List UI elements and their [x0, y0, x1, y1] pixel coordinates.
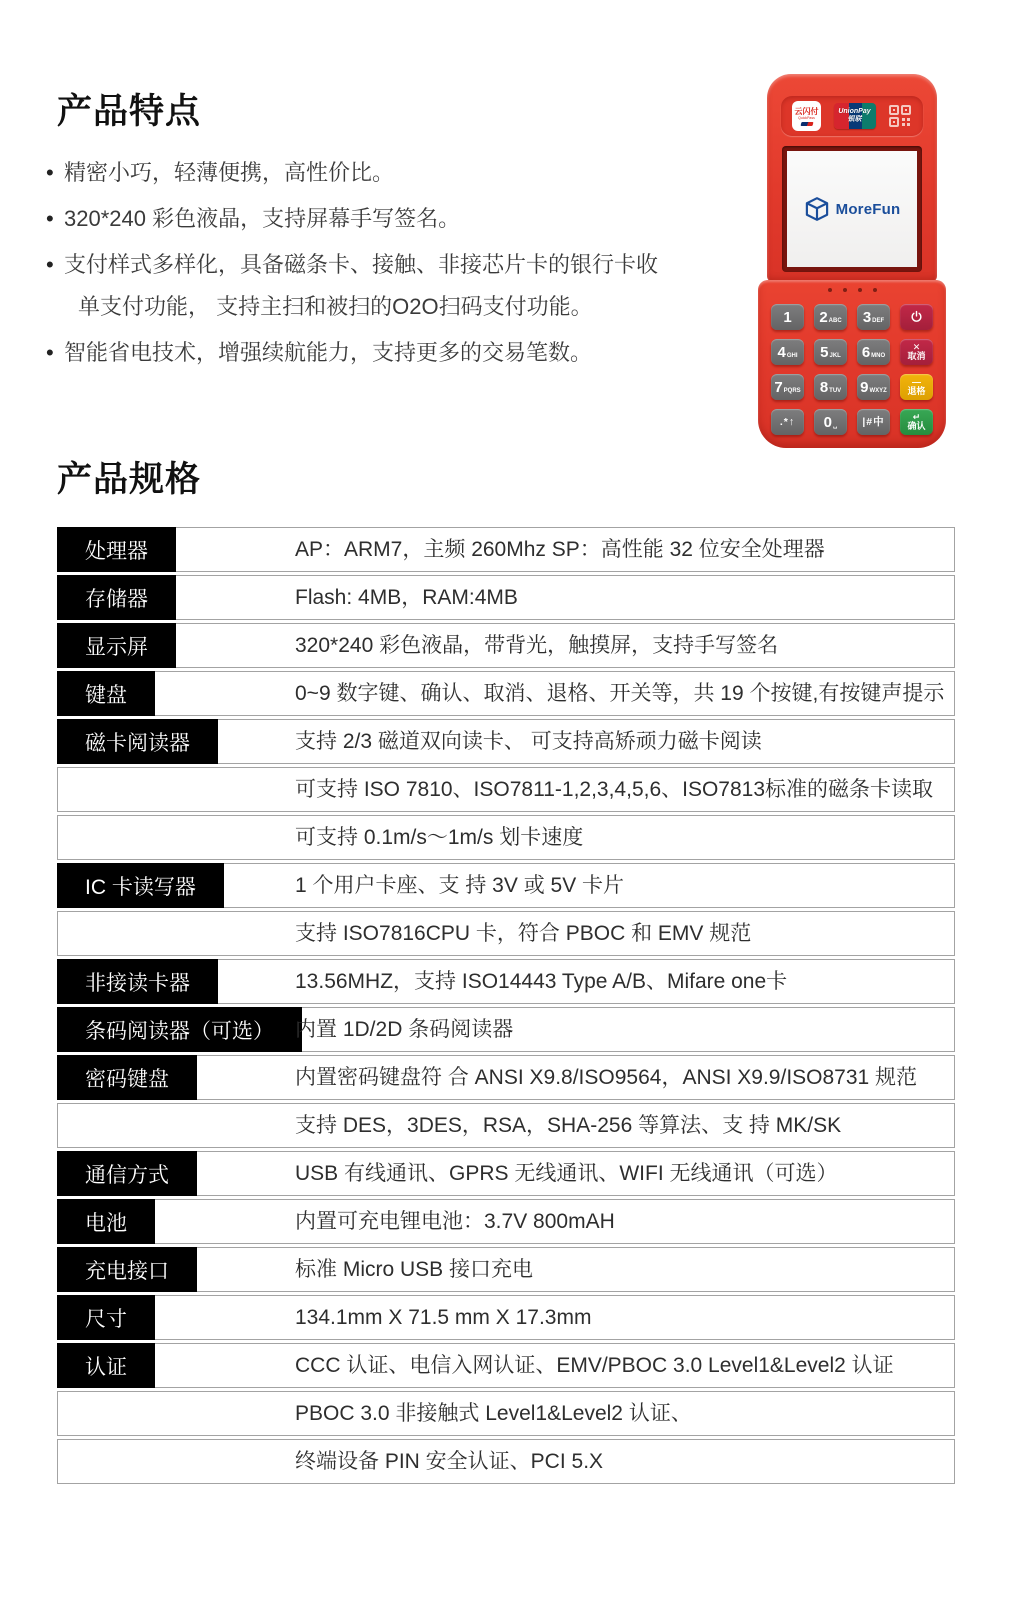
spec-label: 充电接口	[57, 1247, 197, 1292]
backspace-key	[900, 374, 933, 400]
spec-row	[57, 1103, 955, 1148]
spec-label: 电池	[57, 1199, 155, 1244]
spec-value: 内置 1D/2D 条码阅读器	[295, 1018, 514, 1041]
quickpass-logo	[792, 101, 821, 131]
spec-label: IC 卡读写器	[57, 863, 224, 908]
spec-row	[57, 719, 955, 764]
spec-row	[57, 911, 955, 956]
key-sub-label: PQRS	[783, 388, 801, 394]
spec-row	[57, 1199, 955, 1244]
feature-text: 智能省电技术，增强续航能力，支持更多的交易笔数。	[64, 340, 593, 365]
key-main-label: 1	[783, 308, 792, 326]
feature-bullet-list	[46, 158, 726, 384]
key-main-label: 4	[777, 343, 786, 361]
bullet-dot: •	[46, 206, 54, 231]
feature-text: 支付样式多样化，具备磁条卡、接触、非接芯片卡的银行卡收	[64, 252, 659, 277]
key-sub-label: GHI	[786, 353, 798, 359]
key-0	[814, 409, 847, 435]
key-main-label: 6	[861, 343, 871, 361]
key-main-label: |#中	[862, 415, 885, 428]
confirm-icon: ↵	[912, 412, 921, 422]
spec-label: 磁卡阅读器	[57, 719, 218, 764]
key-sub-label: ABC	[828, 318, 842, 324]
spec-label: 尺寸	[57, 1295, 155, 1340]
key-main-label: 2	[819, 308, 828, 326]
key-8	[814, 374, 847, 400]
spec-value: 13.56MHZ，支持 ISO14443 Type A/B、Mifare one卡	[295, 970, 788, 993]
spec-value: 1 个用户卡座、支 持 3V 或 5V 卡片	[295, 874, 625, 897]
key-sub-label: JKL	[829, 353, 841, 359]
spec-row	[57, 527, 955, 572]
spec-value: 可支持 ISO 7810、ISO7811-1,2,3,4,5,6、ISO7813标准的磁条卡读取	[295, 778, 934, 801]
spec-value: AP：ARM7，主频 260Mhz SP：高性能 32 位安全处理器	[295, 538, 825, 561]
spec-value: 0~9 数字键、确认、取消、退格、开关等，共 19 个按键,有按键声提示	[295, 682, 945, 705]
morefun-cube-icon	[804, 196, 830, 222]
morefun-brand-text: MoreFun	[835, 200, 901, 218]
terminal-keypad	[771, 304, 933, 435]
key-3	[857, 304, 890, 330]
spec-value: 内置密码键盘符 合 ANSI X9.8/ISO9564，ANSI X9.9/ISO8731 规范	[295, 1066, 918, 1089]
key-main-label: .*↑	[779, 415, 796, 428]
key-2	[814, 304, 847, 330]
key-9	[857, 374, 890, 400]
terminal-screen	[787, 151, 917, 267]
bullet-dot: •	[46, 252, 54, 277]
key-main-label: 3	[862, 308, 872, 326]
terminal-keypad-section	[758, 280, 946, 448]
spec-value: 支持 DES，3DES，RSA，SHA-256 等算法、支 持 MK/SK	[295, 1114, 842, 1137]
quickpass-logo-text: 云闪付	[794, 106, 819, 116]
spec-label: 处理器	[57, 527, 176, 572]
feature-item	[46, 250, 726, 322]
spec-label: 密码键盘	[57, 1055, 197, 1100]
key-sub-label: WXYZ	[869, 388, 887, 394]
feature-line	[46, 250, 726, 280]
quickpass-logo-subtext: QuickPass	[798, 115, 815, 120]
spec-value: 320*240 彩色液晶，带背光，触摸屏，支持手写签名	[295, 634, 779, 657]
qr-code-icon	[888, 104, 912, 128]
payment-logo-strip	[781, 96, 923, 136]
key-5	[814, 339, 847, 365]
spec-row	[57, 1247, 955, 1292]
spec-value: Flash: 4MB，RAM:4MB	[295, 586, 518, 609]
key-label: 确认	[907, 421, 926, 431]
spec-row	[57, 1295, 955, 1340]
spec-row	[57, 815, 955, 860]
spec-label: 条码阅读器（可选）	[57, 1007, 302, 1052]
unionpay-latin-text: UnionPay	[838, 108, 871, 115]
power-icon	[910, 310, 923, 324]
pos-terminal-image	[758, 74, 946, 448]
key-1	[771, 304, 804, 330]
unionpay-logo-text	[834, 103, 876, 129]
feature-line	[46, 158, 726, 188]
spec-value: 支持 2/3 磁道双向读卡、 可支持高矫顽力磁卡阅读	[295, 730, 762, 753]
specs-section-title: 产品规格	[57, 460, 202, 499]
spec-label: 键盘	[57, 671, 155, 716]
key-sub-label: DEF	[872, 318, 885, 324]
feature-item	[46, 204, 726, 234]
key-main-label: 9	[860, 378, 869, 396]
spec-row	[57, 1439, 955, 1484]
speaker-dots	[758, 288, 946, 292]
spec-row	[57, 1055, 955, 1100]
spec-label: 通信方式	[57, 1151, 197, 1196]
key-sub-label: TUV	[829, 388, 842, 394]
spec-row	[57, 1343, 955, 1388]
key-label: 退格	[907, 386, 926, 396]
unionpay-logo	[834, 103, 876, 129]
cancel-key	[900, 339, 933, 365]
key-main-label: 7	[774, 378, 783, 396]
spec-row	[57, 1151, 955, 1196]
key-|#中	[857, 409, 890, 435]
spec-row	[57, 863, 955, 908]
key-label: 取消	[907, 351, 926, 361]
spec-value: CCC 认证、电信入网认证、EMV/PBOC 3.0 Level1&Level2 认证	[295, 1354, 894, 1377]
backspace-icon: —	[912, 377, 921, 387]
key-4	[771, 339, 804, 365]
unionpay-cjk-text: 银联	[847, 116, 862, 123]
spec-value: 终端设备 PIN 安全认证、PCI 5.X	[295, 1450, 604, 1473]
bullet-dot: •	[46, 160, 54, 185]
spec-row	[57, 1007, 955, 1052]
specs-table	[57, 527, 955, 1487]
feature-item	[46, 338, 726, 368]
spec-value: 标准 Micro USB 接口充电	[295, 1258, 534, 1281]
spec-row	[57, 1391, 955, 1436]
spec-row	[57, 575, 955, 620]
spec-label: 显示屏	[57, 623, 176, 668]
spec-row	[57, 671, 955, 716]
feature-text: 精密小巧，轻薄便携，高性价比。	[64, 160, 395, 185]
spec-value: PBOC 3.0 非接触式 Level1&Level2 认证、	[295, 1402, 692, 1425]
bullet-dot: •	[46, 340, 54, 365]
quickpass-card-stripe	[800, 122, 813, 126]
features-section-title: 产品特点	[57, 92, 202, 131]
key-sub-label: ␣	[833, 423, 838, 429]
power-key	[900, 304, 933, 330]
spec-value: 134.1mm X 71.5 mm X 17.3mm	[295, 1306, 592, 1329]
spec-value: USB 有线通讯、GPRS 无线通讯、WIFI 无线通讯（可选）	[295, 1162, 838, 1185]
feature-item	[46, 158, 726, 188]
terminal-head	[767, 74, 937, 282]
feature-text-continued: 单支付功能， 支持主扫和被扫的O2O扫码支付功能。	[78, 294, 593, 319]
confirm-key	[900, 409, 933, 435]
spec-value: 内置可充电锂电池：3.7V 800mAH	[295, 1210, 615, 1233]
spec-label: 存储器	[57, 575, 176, 620]
key-sub-label: MNO	[871, 353, 886, 359]
terminal-screen-bezel	[782, 146, 922, 272]
key-main-label: 5	[820, 343, 829, 361]
key-main-label: 8	[819, 378, 829, 396]
key-6	[857, 339, 890, 365]
key-main-label: 0	[823, 413, 833, 431]
feature-line	[46, 338, 726, 368]
spec-value: 支持 ISO7816CPU 卡，符合 PBOC 和 EMV 规范	[295, 922, 752, 945]
spec-row	[57, 623, 955, 668]
spec-value: 可支持 0.1m/s～1m/s 划卡速度	[295, 826, 584, 849]
spec-label: 非接读卡器	[57, 959, 218, 1004]
feature-text: 320*240 彩色液晶，支持屏幕手写签名。	[64, 206, 461, 231]
feature-line	[46, 204, 726, 234]
spec-row	[57, 959, 955, 1004]
spec-label: 认证	[57, 1343, 155, 1388]
key-7	[771, 374, 804, 400]
cancel-icon: ✕	[912, 342, 921, 352]
key-.*↑	[771, 409, 804, 435]
spec-row	[57, 767, 955, 812]
